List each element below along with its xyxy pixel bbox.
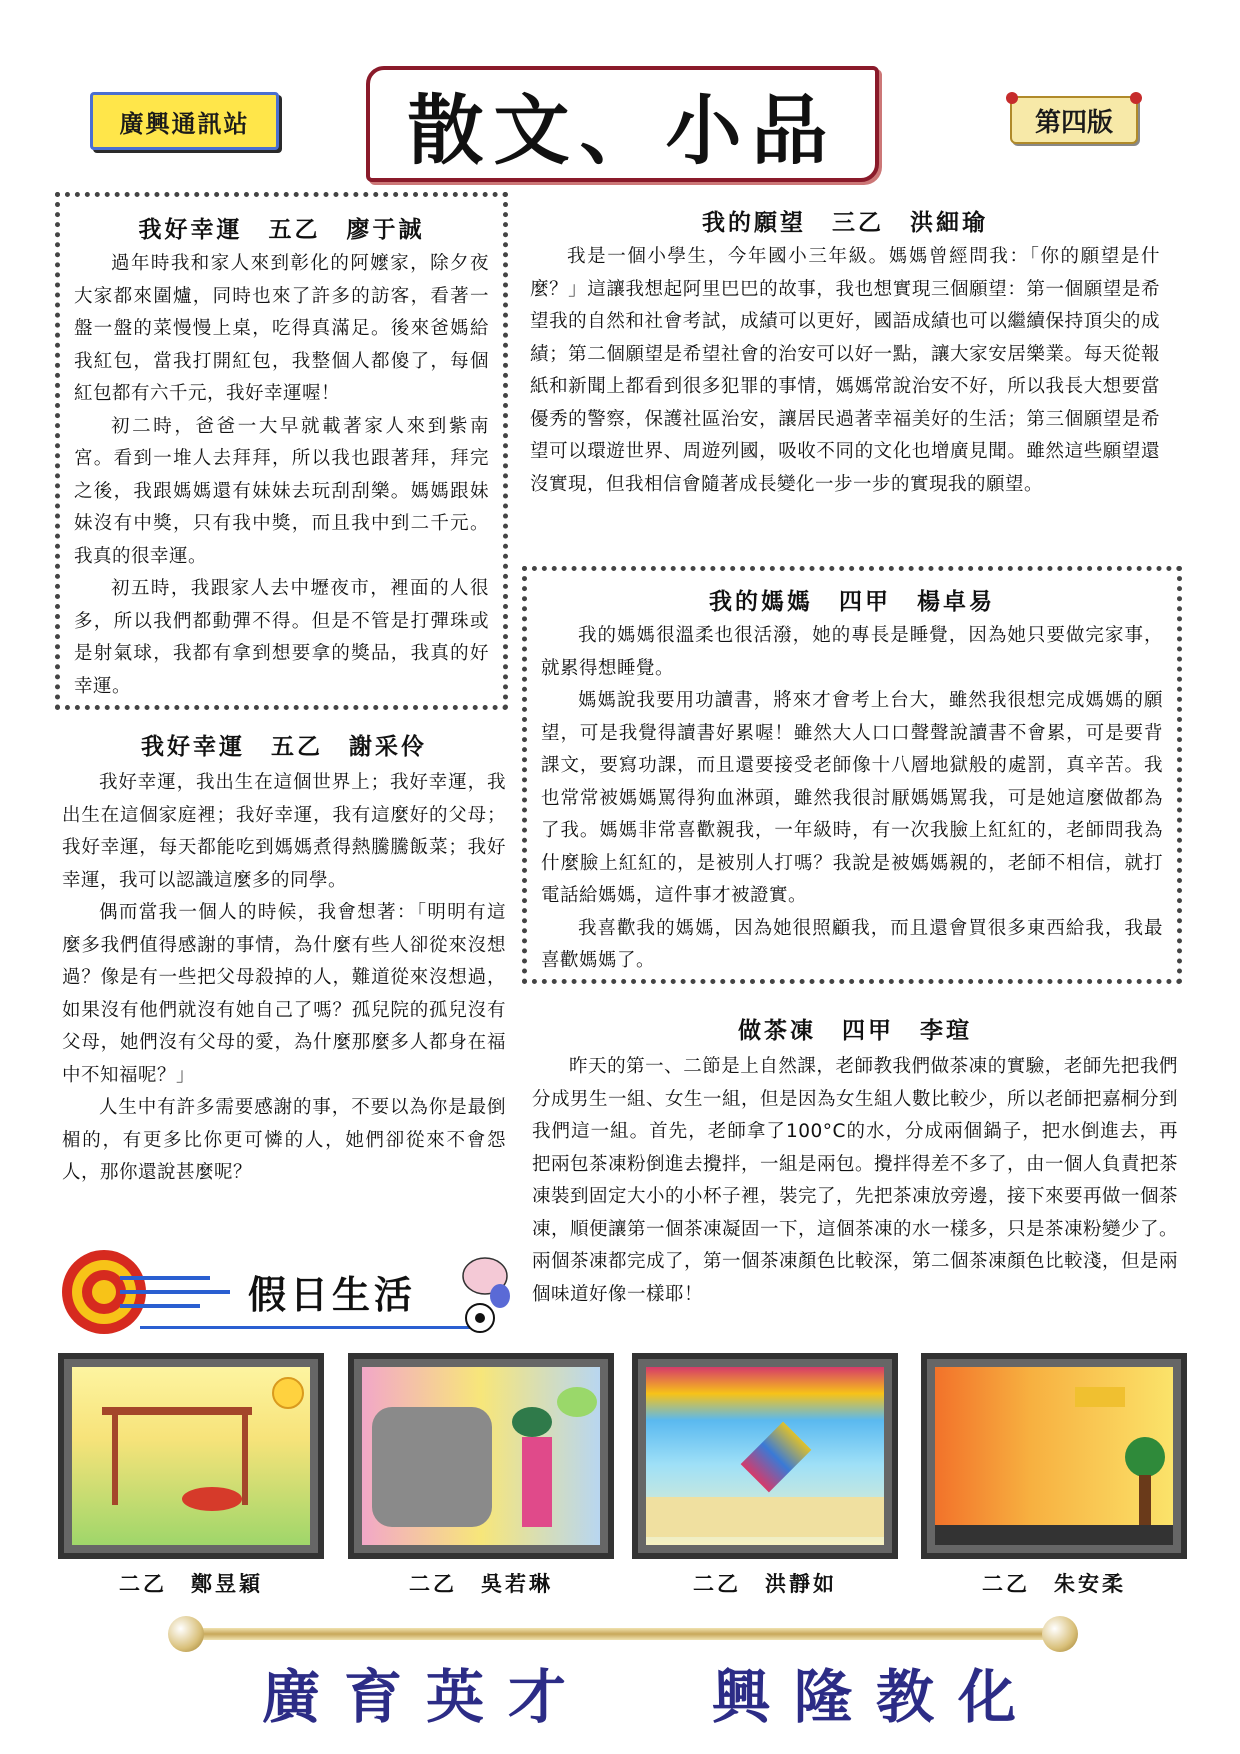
article-2 <box>62 728 506 1190</box>
article-box-1 <box>55 192 508 710</box>
article-title: 我的願望 三乙 洪細瑜 <box>702 209 988 236</box>
drawing-caption: 二乙 洪靜如 <box>693 1571 837 1596</box>
article-box-4 <box>522 566 1182 984</box>
rod-knob-icon <box>1042 1616 1078 1652</box>
article-paragraph: 初二時，爸爸一大早就載著家人來到紫南宮。看到一堆人去拜拜，所以我也跟著拜，拜完之後，我跟媽媽還有妹妹去玩刮刮樂。媽媽跟妹妹沒有中獎，只有我中獎，而且我中到二千元。我真的很幸運。 <box>74 415 489 567</box>
drawing-caption: 二乙 鄭昱穎 <box>119 1571 263 1596</box>
pin-icon <box>1130 92 1142 104</box>
drawing-frame-3 <box>632 1353 898 1559</box>
holiday-title: 假日生活 <box>248 1273 417 1317</box>
drawing-rainbow <box>646 1367 884 1545</box>
drawing-caption: 二乙 朱安柔 <box>982 1571 1126 1596</box>
article-paragraph: 初五時，我跟家人去中壢夜市，裡面的人很多，所以我們都動彈不得。但是不管是打彈珠或是射氣球，我都有拿到想要拿的獎品，我真的好幸運。 <box>74 578 489 697</box>
article-paragraph: 過年時我和家人來到彰化的阿嬤家，除夕夜大家都來圍爐，同時也來了許多的訪客，看著一盤一盤的菜慢慢上桌，吃得真滿足。後來爸媽給我紅包，當我打開紅包，我整個人都傻了，每個紅包都有六千元，我好幸運喔！ <box>74 253 489 404</box>
footer-rule <box>178 1628 1058 1640</box>
article-paragraph: 昨天的第一、二節是上自然課，老師教我們做茶凍的實驗，老師先把我們分成男生一組、女生一組，但是因為女生組人數比較少，所以老師把嘉桐分到我們這一組。首先，老師拿了100°C的水，分成兩個鍋子，把水倒進去，再把兩包茶凍粉倒進去攪拌，一組是兩包。攪拌得差不多了，由一個人負責把茶凍裝到固定大小的小杯子裡，裝完了，先把茶凍放旁邊，接下來要再做一個茶凍，順便讓第一個茶凍凝固一下，這個茶凍的水一樣多，只是茶凍粉變少了。兩個茶凍都完成了，第一個茶凍顏色比較深，第二個茶凍顏色比較淺，但是兩個味道好像一樣耶！ <box>532 1056 1179 1305</box>
drawing-caption: 二乙 吳若琳 <box>409 1571 553 1596</box>
motto-right: 興隆教化 <box>712 1663 1041 1731</box>
article-3 <box>530 204 1160 501</box>
article-title: 做茶凍 四甲 李瑄 <box>738 1017 972 1044</box>
article-5 <box>532 1012 1178 1311</box>
article-paragraph: 我的媽媽很溫柔也很活潑，她的專長是睡覺，因為她只要做完家事，就累得想睡覺。 <box>541 625 1163 679</box>
article-paragraph: 人生中有許多需要感謝的事，不要以為你是最倒楣的，有更多比你更可憐的人，她們卻從來不會怨人，那你還說甚麼呢？ <box>62 1097 506 1183</box>
drawing-playground <box>72 1367 310 1545</box>
article-paragraph: 我好幸運，我出生在這個世界上；我好幸運，我出生在這個家庭裡；我好幸運，我有這麼好的父母；我好幸運，每天都能吃到媽媽煮得熱騰騰飯菜；我好幸運，我可以認識這麼多的同學。 <box>62 772 506 891</box>
article-paragraph: 我是一個小學生，今年國小三年級。媽媽曾經問我：「你的願望是什麼？」這讓我想起阿里巴巴的故事，我也想實現三個願望：第一個願望是希望我的自然和社會考試，成績可以更好，國語成績也可以繼續保持頂尖的成績；第二個願望是希望社會的治安可以好一點，讓大家安居樂業。每天從報紙和新聞上都看到很多犯罪的事情，媽媽常說治安不好，所以我長大想要當優秀的警察，保護社區治安，讓居民過著幸福美好的生活；第三個願望是希望可以環遊世界、周遊列國，吸收不同的文化也增廣見聞。雖然這些願望還沒實現，但我相信會隨著成長變化一步一步的實現我的願望。 <box>530 246 1160 495</box>
article-paragraph: 媽媽說我要用功讀書，將來才會考上台大，雖然我很想完成媽媽的願望，可是我覺得讀書好累喔！雖然大人口口聲聲說讀書不會累，可是要背課文，要寫功課，而且還要接受老師像十八層地獄般的處罰，真辛苦。我也常常被媽媽罵得狗血淋頭，雖然我很討厭媽媽罵我，可是她這麼做都為了我。媽媽非常喜歡親我，一年級時，有一次我臉上紅紅的，老師問我為什麼臉上紅紅的，是被別人打嗎？我說是被媽媽親的，老師不相信，就打電話給媽媽，這件事才被證實。 <box>541 690 1163 906</box>
drawing-cake-shop <box>362 1367 600 1545</box>
article-title: 我的媽媽 四甲 楊卓易 <box>709 588 995 615</box>
holiday-banner <box>60 1246 510 1342</box>
motto-left: 廣育英才 <box>262 1663 591 1731</box>
edition-text: 第四版 <box>1034 107 1113 138</box>
page-title: 散文、小品 <box>366 66 879 182</box>
edition-label <box>1010 96 1138 144</box>
drawing-family <box>935 1367 1173 1545</box>
pin-icon <box>1006 92 1018 104</box>
drawing-frame-4 <box>921 1353 1187 1559</box>
article-paragraph: 我喜歡我的媽媽，因為她很照顧我，而且還會買很多東西給我，我最喜歡媽媽了。 <box>541 917 1163 971</box>
drawing-frame-1 <box>58 1353 324 1559</box>
article-paragraph: 偶而當我一個人的時候，我會想著：「明明有這麼多我們值得感謝的事情，為什麼有些人卻從來沒想過？像是有一些把父母殺掉的人，難道從來沒想過，如果沒有他們就沒有她自己了嗎？孤兒院的孤兒沒有父母，她們沒有父母的愛，為什麼那麼多人都身在福中不知福呢？」 <box>62 902 506 1086</box>
drawing-frame-2 <box>348 1353 614 1559</box>
newsletter-badge: 廣興通訊站 <box>90 92 279 150</box>
article-title: 我好幸運 五乙 廖于誠 <box>138 216 425 243</box>
rod-knob-icon <box>168 1616 204 1652</box>
article-title: 我好幸運 五乙 謝采伶 <box>141 733 427 760</box>
